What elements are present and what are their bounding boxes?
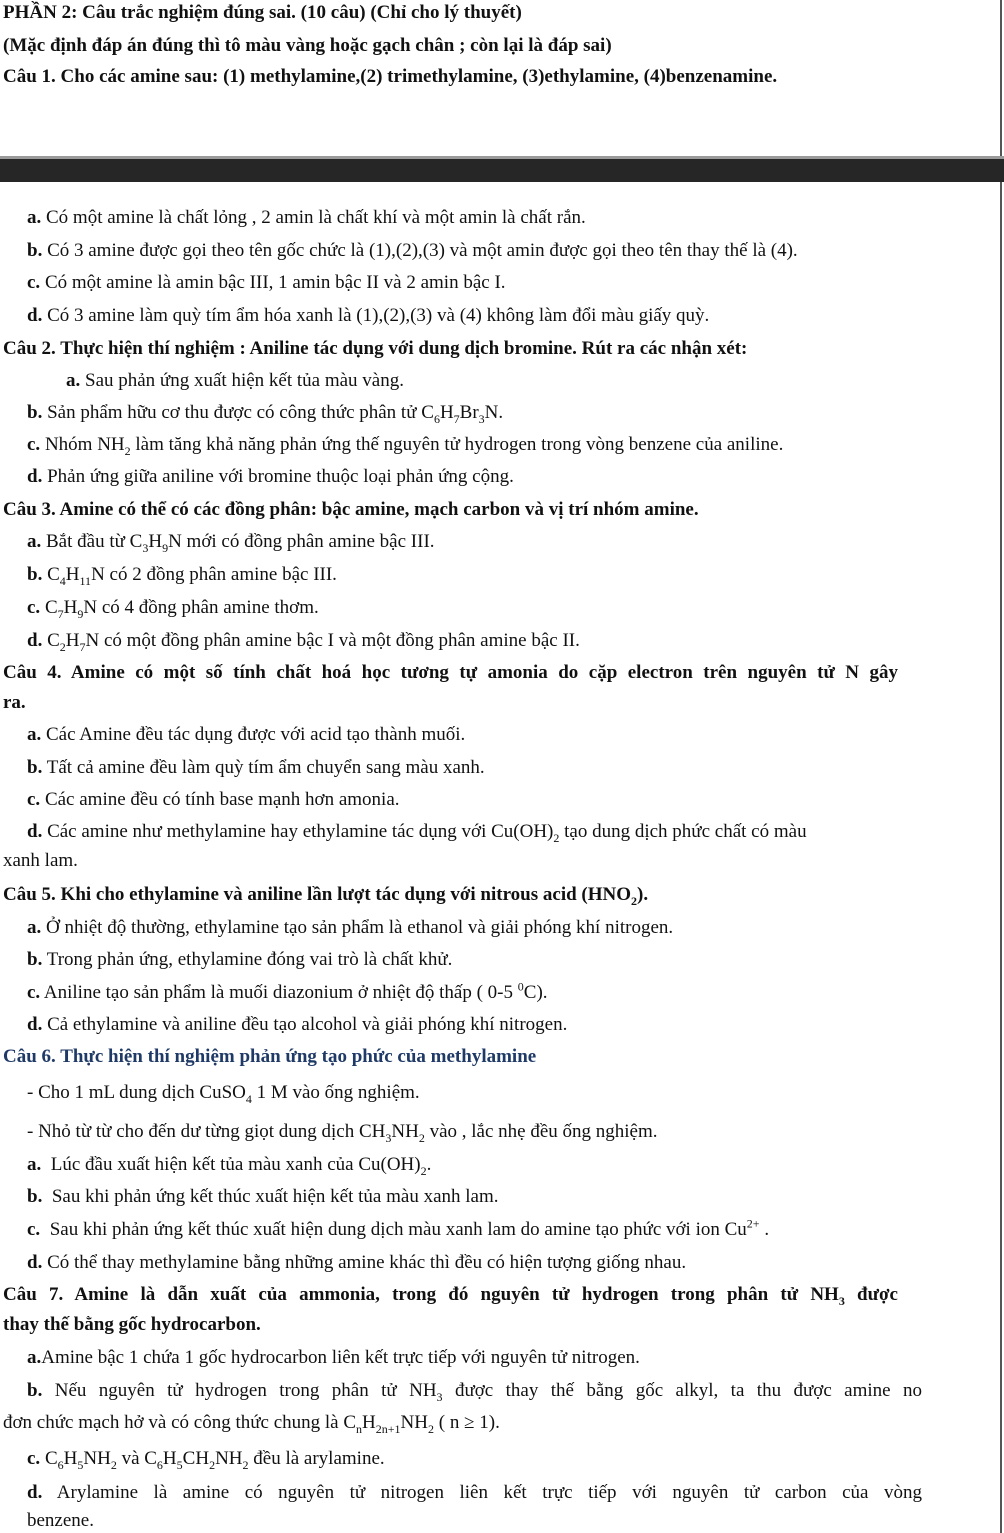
- q7-a-text: Amine bậc 1 chứa 1 gốc hydrocarbon liên kết trực tiếp với nguyên tử nitrogen.: [41, 1347, 640, 1368]
- subscript: 2: [209, 1457, 216, 1472]
- q6-c-text: Sau khi phản ứng kết thúc xuất hiện dung dịch màu xanh lam do amine tạo phức với ion Cu: [49, 1219, 747, 1240]
- formula-part: NH: [400, 1412, 428, 1433]
- superscript: 2+: [746, 1216, 760, 1231]
- subscript: 3: [838, 1293, 845, 1308]
- formula-part: H: [148, 531, 163, 552]
- subscript: 11: [79, 573, 92, 588]
- subscript: 2: [242, 1457, 249, 1472]
- q1-stem: Câu 1. Cho các amine sau: (1) methylamine,(2) trimethylamine, (3)ethylamine, (4)benzenamine.: [3, 66, 778, 87]
- label-c: c.: [27, 272, 41, 293]
- q4-d-text: Các amine như methylamine hay ethylamine tác dụng với Cu(OH): [47, 821, 554, 842]
- subscript: 5: [77, 1457, 84, 1472]
- formula-part: và C: [116, 1448, 157, 1469]
- label-b: b.: [27, 1186, 43, 1207]
- q6-b-text: Sau khi phản ứng kết thúc xuất hiện kết tủa màu xanh lam.: [51, 1186, 499, 1207]
- label-b: b.: [27, 1380, 43, 1401]
- q4-option-d-line2: xanh lam.: [3, 850, 78, 871]
- q5-option-c: [27, 979, 548, 1004]
- subscript: 5: [176, 1457, 183, 1472]
- subscript: 3: [478, 411, 485, 426]
- q6-step1-text: - Cho 1 mL dung dịch CuSO: [27, 1082, 246, 1103]
- q7-option-b-line2: [3, 1412, 500, 1434]
- subscript: 7: [453, 411, 460, 426]
- label-b: b.: [27, 240, 43, 261]
- q4-b-text: Tất cả amine đều làm quỳ tím ẩm chuyển sang màu xanh.: [46, 757, 485, 778]
- q7-b-text: Nếu nguyên tử hydrogen trong phân tử NH: [54, 1380, 437, 1401]
- q6-stem: Câu 6. Thực hiện thí nghiệm phản ứng tạo phức của methylamine: [3, 1046, 537, 1067]
- label-a: a.: [66, 370, 81, 391]
- label-b: b.: [27, 757, 43, 778]
- label-b: b.: [27, 949, 43, 970]
- q2-option-c: [27, 434, 783, 456]
- subscript: 2: [428, 1421, 434, 1436]
- formula-part: NH: [83, 1448, 111, 1469]
- formula-part: NH: [215, 1448, 243, 1469]
- formula-part: NH: [391, 1121, 419, 1142]
- q3-d-text: N có một đồng phân amine bậc I và một đồng phân amine bậc II.: [85, 630, 580, 651]
- q4-stem-line2: ra.: [3, 692, 26, 713]
- q4-option-c: [27, 789, 400, 811]
- label-b: b.: [27, 564, 43, 585]
- q2-stem: Câu 2. Thực hiện thí nghiệm : Aniline tác dụng với dung dịch bromine. Rút ra các nhận xét:: [3, 338, 748, 359]
- q7-b2-text-end: ( n ≥ 1).: [434, 1412, 500, 1433]
- q4-option-d: [27, 821, 807, 843]
- q5-c-text-end: C).: [523, 982, 548, 1003]
- q1-a-text: Có một amine là chất lỏng , 2 amin là chất khí và một amin là chất rắn.: [46, 207, 586, 228]
- label-c: c.: [27, 982, 41, 1003]
- formula-part: H: [63, 597, 78, 618]
- q3-option-c: [27, 597, 319, 619]
- q6-c-text-end: .: [759, 1219, 770, 1240]
- q7-stem-text: Câu 7. Amine là dẫn xuất của ammonia, trong đó nguyên tử hydrogen trong phân tử NH: [3, 1284, 839, 1305]
- q6-step2-text: - Nhỏ từ từ cho đến dư từng giọt dung dịch CH: [27, 1121, 386, 1142]
- label-a: a.: [27, 724, 42, 745]
- q5-option-d: [27, 1014, 567, 1036]
- q6-option-c: [27, 1216, 770, 1241]
- label-d: d.: [27, 466, 43, 487]
- q5-stem-end: ).: [637, 884, 649, 905]
- label-d: d.: [27, 1014, 43, 1035]
- q4-stem-line1: Câu 4. Amine có một số tính chất hoá học tương tự amonia do cặp electron trên nguyên tử N gây: [3, 662, 898, 683]
- q7-b2-text: đơn chức mạch hở và có công thức chung là C: [3, 1412, 357, 1433]
- q1-option-a: [27, 207, 586, 229]
- q3-option-a: [27, 531, 435, 553]
- label-d: d.: [27, 821, 43, 842]
- q3-b-text: N có 2 đồng phân amine bậc III.: [91, 564, 337, 585]
- label-c: c.: [27, 434, 41, 455]
- q4-d-text-end: tạo dung dịch phức chất có màu: [559, 821, 807, 842]
- q2-option-a: [66, 370, 404, 392]
- formula-part: H: [65, 630, 80, 651]
- q7-d-text: Arylamine là amine có nguyên tử nitrogen liên kết trực tiếp với nguyên tử carbon của vòng: [56, 1482, 923, 1503]
- subscript: 3: [385, 1130, 392, 1145]
- q6-step1-end: 1 M vào ống nghiệm.: [251, 1082, 420, 1103]
- q7-option-d-line2: benzene.: [27, 1510, 94, 1531]
- q2-c-text-end: làm tăng khả năng phản ứng thế nguyên tử hydrogen trong vòng benzene của aniline.: [130, 434, 784, 455]
- subscript: 7: [79, 639, 86, 654]
- q3-c-text: N có 4 đồng phân amine thơm.: [83, 597, 319, 618]
- q1-option-d: [27, 305, 709, 327]
- label-a: a.: [27, 917, 42, 938]
- label-a: a.: [27, 531, 42, 552]
- q2-b-text: Sản phẩm hữu cơ thu được có công thức phân tử C: [47, 402, 434, 423]
- q2-c-text: Nhóm NH: [44, 434, 125, 455]
- q5-a-text: Ở nhiệt độ thường, ethylamine tạo sản phẩm là ethanol và giải phóng khí nitrogen.: [46, 917, 674, 938]
- subscript: 2: [124, 443, 131, 458]
- q7-option-c: [27, 1448, 385, 1470]
- q4-option-b: [27, 757, 485, 779]
- q6-d-text: Có thể thay methylamine bằng những amine khác thì đều có hiện tượng giống nhau.: [47, 1252, 687, 1273]
- label-c: c.: [27, 1219, 41, 1240]
- subscript: 6: [433, 411, 440, 426]
- label-d: d.: [27, 630, 43, 651]
- q3-a-text: Bắt đầu từ C: [46, 531, 143, 552]
- q1-option-b: [27, 240, 798, 262]
- q1-b-text: Có 3 amine được gọi theo tên gốc chức là (1),(2),(3) và một amin được gọi theo tên thay thế là (4).: [47, 240, 798, 261]
- subscript: 2n+1: [375, 1421, 401, 1436]
- q2-option-d: [27, 466, 514, 488]
- subscript: 2: [631, 893, 638, 908]
- q6-a-text-end: .: [426, 1154, 432, 1175]
- q4-option-a: [27, 724, 465, 746]
- label-c: c.: [27, 789, 41, 810]
- formula-part: H: [63, 1448, 78, 1469]
- subscript: 2: [553, 830, 560, 845]
- q2-d-text: Phản ứng giữa aniline với bromine thuộc loại phản ứng cộng.: [47, 466, 514, 487]
- q5-d-text: Cả ethylamine và aniline đều tạo alcohol và giải phóng khí nitrogen.: [47, 1014, 568, 1035]
- label-a: a.: [27, 1347, 42, 1368]
- formula-part: H: [162, 1448, 177, 1469]
- q6-step-1: [27, 1082, 420, 1104]
- subscript: 2: [420, 1163, 427, 1178]
- q7-c-text-end: đều là arylamine.: [248, 1448, 385, 1469]
- q4-a-text: Các Amine đều tác dụng được với acid tạo thành muối.: [46, 724, 466, 745]
- formula-part: C: [47, 564, 60, 585]
- formula-part: N.: [484, 402, 504, 423]
- q5-b-text: Trong phản ứng, ethylamine đóng vai trò là chất khử.: [46, 949, 453, 970]
- q6-step-2: [27, 1121, 658, 1143]
- formula-part: H: [439, 402, 454, 423]
- subscript: 3: [436, 1389, 443, 1404]
- subscript: 7: [57, 606, 64, 621]
- q1-c-text: Có một amine là amin bậc III, 1 amin bậc II và 2 amin bậc I.: [44, 272, 506, 293]
- right-border-top: [1000, 0, 1002, 158]
- section-instruction: (Mặc định đáp án đúng thì tô màu vàng hoặc gạch chân ; còn lại là đáp sai): [3, 35, 612, 56]
- q5-c-text: Aniline tạo sản phẩm là muối diazonium ở nhiệt độ thấp ( 0-5: [43, 982, 518, 1003]
- q5-option-b: [27, 949, 452, 971]
- label-b: b.: [27, 402, 43, 423]
- q6-a-text: Lúc đầu xuất hiện kết tủa màu xanh của Cu(OH): [50, 1154, 421, 1175]
- formula-part: CH: [182, 1448, 210, 1469]
- subscript: 3: [142, 540, 149, 555]
- formula-part: Br: [459, 402, 479, 423]
- superscript: 0: [517, 979, 524, 994]
- q5-stem: [3, 884, 648, 906]
- q3-option-b: [27, 564, 337, 586]
- label-d: d.: [27, 1482, 43, 1503]
- label-d: d.: [27, 305, 43, 326]
- q5-stem-text: Câu 5. Khi cho ethylamine và aniline lần lượt tác dụng với nitrous acid (HNO: [3, 884, 632, 905]
- q3-option-d: [27, 630, 580, 652]
- q6-step2-end: vào , lắc nhẹ đều ống nghiệm.: [424, 1121, 658, 1142]
- formula-part: C: [47, 630, 60, 651]
- q7-option-a: [27, 1347, 640, 1369]
- subscript: 4: [245, 1091, 252, 1106]
- formula-part: C: [44, 1448, 58, 1469]
- q3-stem: Câu 3. Amine có thể có các đồng phân: bậc amine, mạch carbon và vị trí nhóm amine.: [3, 499, 699, 520]
- q7-stem-line1: [3, 1284, 898, 1306]
- q6-option-a: [27, 1154, 431, 1176]
- subscript: 6: [156, 1457, 163, 1472]
- q6-option-d: [27, 1252, 686, 1274]
- q5-option-a: [27, 917, 673, 939]
- q2-option-b: [27, 402, 503, 424]
- formula-part: H: [362, 1412, 376, 1433]
- q4-c-text: Các amine đều có tính base mạnh hơn amonia.: [44, 789, 400, 810]
- q7-option-b: [27, 1380, 922, 1402]
- q7-stem-end: được: [844, 1284, 898, 1305]
- label-a: a.: [27, 207, 42, 228]
- subscript: 6: [57, 1457, 64, 1472]
- q2-a-text: Sau phản ứng xuất hiện kết tủa màu vàng.: [85, 370, 404, 391]
- subscript: 2: [59, 639, 66, 654]
- subscript: 2: [110, 1457, 117, 1472]
- q1-option-c: [27, 272, 506, 294]
- dark-divider-strip: [0, 159, 1004, 182]
- subscript: n: [356, 1421, 363, 1436]
- q1-d-text: Có 3 amine làm quỳ tím ẩm hóa xanh là (1),(2),(3) và (4) không làm đổi màu giấy quỳ.: [47, 305, 710, 326]
- formula-part: C: [44, 597, 58, 618]
- q3-a-text-end: N mới có đồng phân amine bậc III.: [168, 531, 435, 552]
- subscript: 9: [77, 606, 84, 621]
- section-title: PHẦN 2: Câu trắc nghiệm đúng sai. (10 câu) (Chỉ cho lý thuyết): [3, 2, 522, 23]
- right-border-bottom: [1000, 182, 1002, 1533]
- subscript: 2: [418, 1130, 425, 1145]
- label-c: c.: [27, 597, 41, 618]
- label-d: d.: [27, 1252, 43, 1273]
- q7-stem-line2: thay thế bằng gốc hydrocarbon.: [3, 1314, 261, 1335]
- q6-option-b: [27, 1186, 499, 1208]
- label-a: a.: [27, 1154, 42, 1175]
- q7-option-d: [27, 1482, 922, 1504]
- subscript: 9: [162, 540, 169, 555]
- formula-part: H: [65, 564, 80, 585]
- q7-b-text-end: được thay thế bằng gốc alkyl, ta thu được amine no: [442, 1380, 922, 1401]
- subscript: 4: [59, 573, 66, 588]
- label-c: c.: [27, 1448, 41, 1469]
